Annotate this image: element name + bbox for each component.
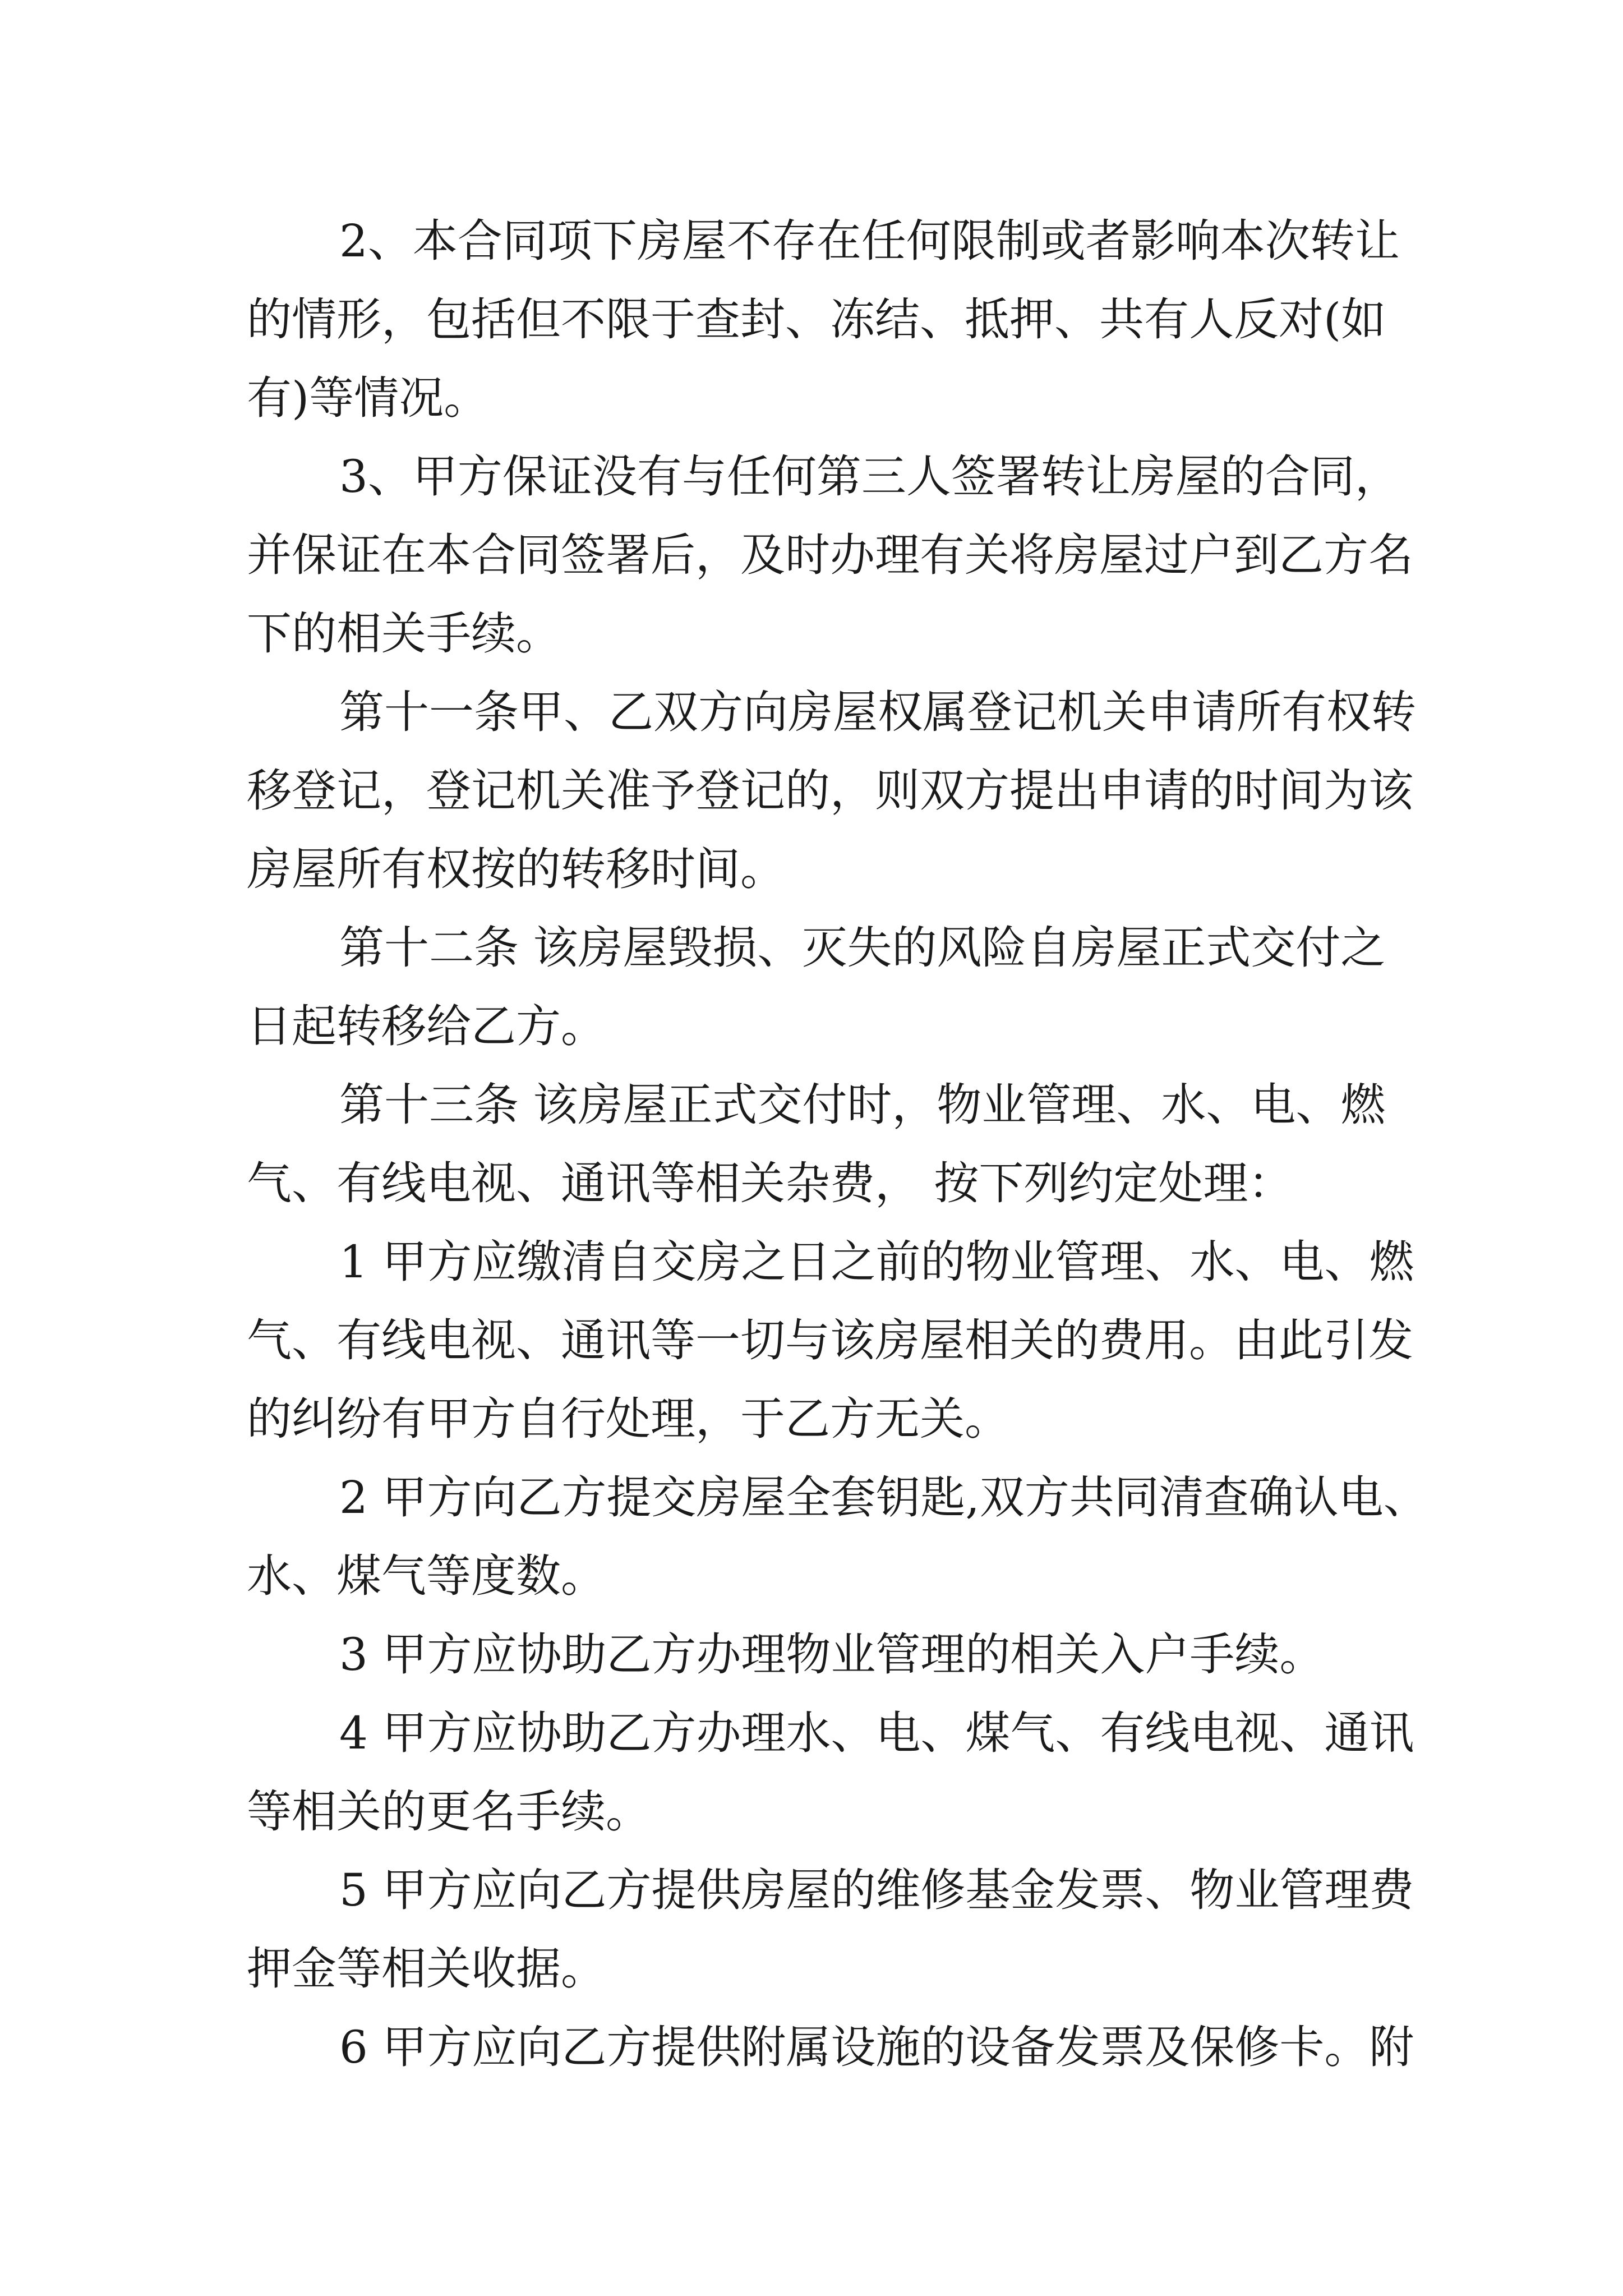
contract-text-body (247, 202, 1428, 2087)
text-line: 1 甲方应缴清自交房之日之前的物业管理、水、电、燃 (339, 1236, 1414, 1288)
text-line: 水、煤气等度数。 (247, 1550, 606, 1602)
text-line: 6 甲方应向乙方提供附属设施的设备发票及保修卡。附 (339, 2021, 1414, 2073)
text-line: 第十一条甲、乙双方向房屋权属登记机关申请所有权转 (339, 686, 1416, 738)
text-line: 2、本合同项下房屋不存在任何限制或者影响本次转让 (339, 215, 1400, 267)
text-line: 3 甲方应协助乙方办理物业管理的相关入户手续。 (339, 1628, 1325, 1681)
text-line: 房屋所有权按的转移时间。 (247, 843, 785, 895)
text-line: 气、有线电视、通讯等一切与该房屋相关的费用。由此引发 (247, 1314, 1413, 1366)
text-line: 的情形，包括但不限于查封、冻结、抵押、共有人反对(如 (247, 293, 1386, 346)
text-line: 有)等情况。 (247, 372, 489, 424)
text-line: 日起转移给乙方。 (247, 1000, 606, 1052)
text-line: 4 甲方应协助乙方办理水、电、煤气、有线电视、通讯 (339, 1707, 1414, 1759)
text-line: 气、有线电视、通讯等相关杂费， 按下列约定处理： (247, 1157, 1293, 1209)
text-line: 2 甲方向乙方提交房屋全套钥匙,双方共同清查确认电、 (339, 1471, 1428, 1524)
text-line: 等相关的更名手续。 (247, 1786, 651, 1838)
text-line: 第十三条 该房屋正式交付时，物业管理、水、电、燃 (339, 1079, 1386, 1131)
text-line: 5 甲方应向乙方提供房屋的维修基金发票、物业管理费 (339, 1864, 1414, 1916)
text-line: 押金等相关收据。 (247, 1943, 606, 1995)
text-line: 移登记，登记机关准予登记的，则双方提出申请的时间为该 (247, 765, 1413, 817)
text-line: 并保证在本合同签署后，及时办理有关将房屋过户到乙方名 (247, 529, 1413, 581)
text-line: 3、甲方保证没有与任何第三人签署转让房屋的合同， (339, 450, 1400, 503)
text-line: 下的相关手续。 (247, 608, 561, 660)
text-line: 的纠纷有甲方自行处理，于乙方无关。 (247, 1393, 1009, 1445)
text-line: 第十二条 该房屋毁损、灭失的风险自房屋正式交付之 (339, 922, 1386, 974)
